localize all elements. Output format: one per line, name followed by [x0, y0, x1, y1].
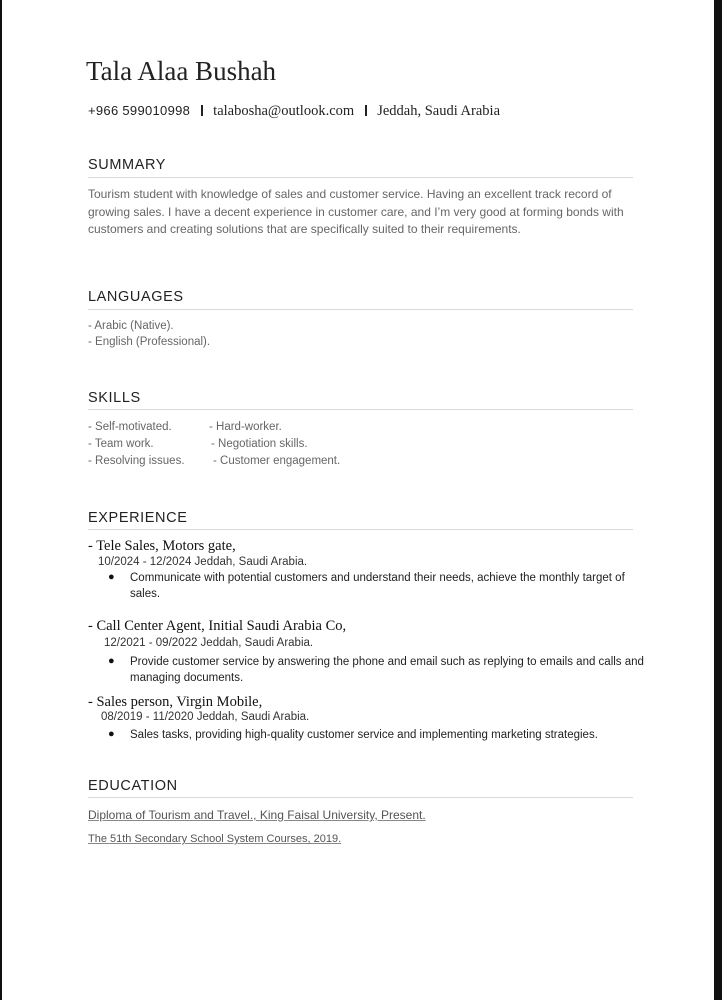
job-title: - Call Center Agent, Initial Saudi Arabia Co,	[88, 618, 347, 634]
language-item: - English (Professional).	[88, 336, 211, 348]
summary-text	[88, 186, 633, 239]
separator	[365, 105, 367, 116]
skill-item: - Negotiation skills.	[211, 438, 308, 450]
skill-item: - Resolving issues.	[88, 455, 185, 467]
job-bullet-line: Provide customer service by answering the phone and email such as replying to emails and calls and	[130, 656, 644, 668]
page-frame-left	[0, 0, 2, 1000]
summary-heading: SUMMARY	[88, 157, 167, 173]
job-title: - Sales person, Virgin Mobile,	[88, 694, 263, 710]
location: Jeddah, Saudi Arabia	[377, 103, 501, 119]
skill-item: - Self-motivated.	[88, 421, 172, 433]
candidate-name: Tala Alaa Bushah	[86, 56, 277, 86]
job-bullet-line: managing documents.	[130, 672, 244, 684]
education-item: The 51th Secondary School System Courses, 2019.	[88, 833, 342, 845]
separator	[201, 105, 203, 116]
skill-item: - Customer engagement.	[213, 455, 341, 467]
skills-rule	[88, 409, 633, 410]
experience-heading: EXPERIENCE	[88, 510, 188, 526]
skills-heading: SKILLS	[88, 390, 141, 406]
job-bullet-line: sales.	[130, 588, 161, 600]
education-heading: EDUCATION	[88, 778, 178, 794]
skill-item: - Hard-worker.	[209, 421, 282, 433]
summary-line: growing sales. I have a decent experience in customer care, and I’m very good at forming bonds with	[88, 204, 624, 219]
page-frame-right	[714, 0, 722, 1000]
summary-line: customers and creating solutions that are specifically suited to their requirements.	[88, 222, 521, 236]
phone-number: +966 599010998	[88, 103, 191, 118]
job-title: - Tele Sales, Motors gate,	[88, 538, 236, 554]
summary-rule	[88, 177, 633, 178]
bullet-icon: ●	[108, 728, 115, 740]
job-dates: 12/2021 - 09/2022 Jeddah, Saudi Arabia.	[104, 637, 314, 649]
skill-item: - Team work.	[88, 438, 154, 450]
languages-rule	[88, 309, 633, 310]
job-bullet-line: Communicate with potential customers and understand their needs, achieve the monthly target of	[130, 572, 625, 584]
bullet-icon: ●	[108, 655, 115, 667]
email-address: talabosha@outlook.com	[213, 103, 355, 119]
languages-heading: LANGUAGES	[88, 289, 184, 305]
job-dates: 10/2024 - 12/2024 Jeddah, Saudi Arabia.	[98, 556, 308, 568]
education-item: Diploma of Tourism and Travel., King Faisal University, Present.	[88, 808, 426, 822]
bullet-icon: ●	[108, 571, 115, 583]
job-dates: 08/2019 - 11/2020 Jeddah, Saudi Arabia.	[101, 711, 310, 723]
education-rule	[88, 797, 633, 798]
summary-line: Tourism student with knowledge of sales and customer service. Having an excellent track record of	[88, 187, 612, 201]
experience-rule	[88, 529, 633, 530]
contact-line	[88, 103, 500, 120]
language-item: - Arabic (Native).	[88, 320, 174, 332]
job-bullet-line: Sales tasks, providing high-quality customer service and implementing marketing strategies.	[130, 729, 598, 741]
